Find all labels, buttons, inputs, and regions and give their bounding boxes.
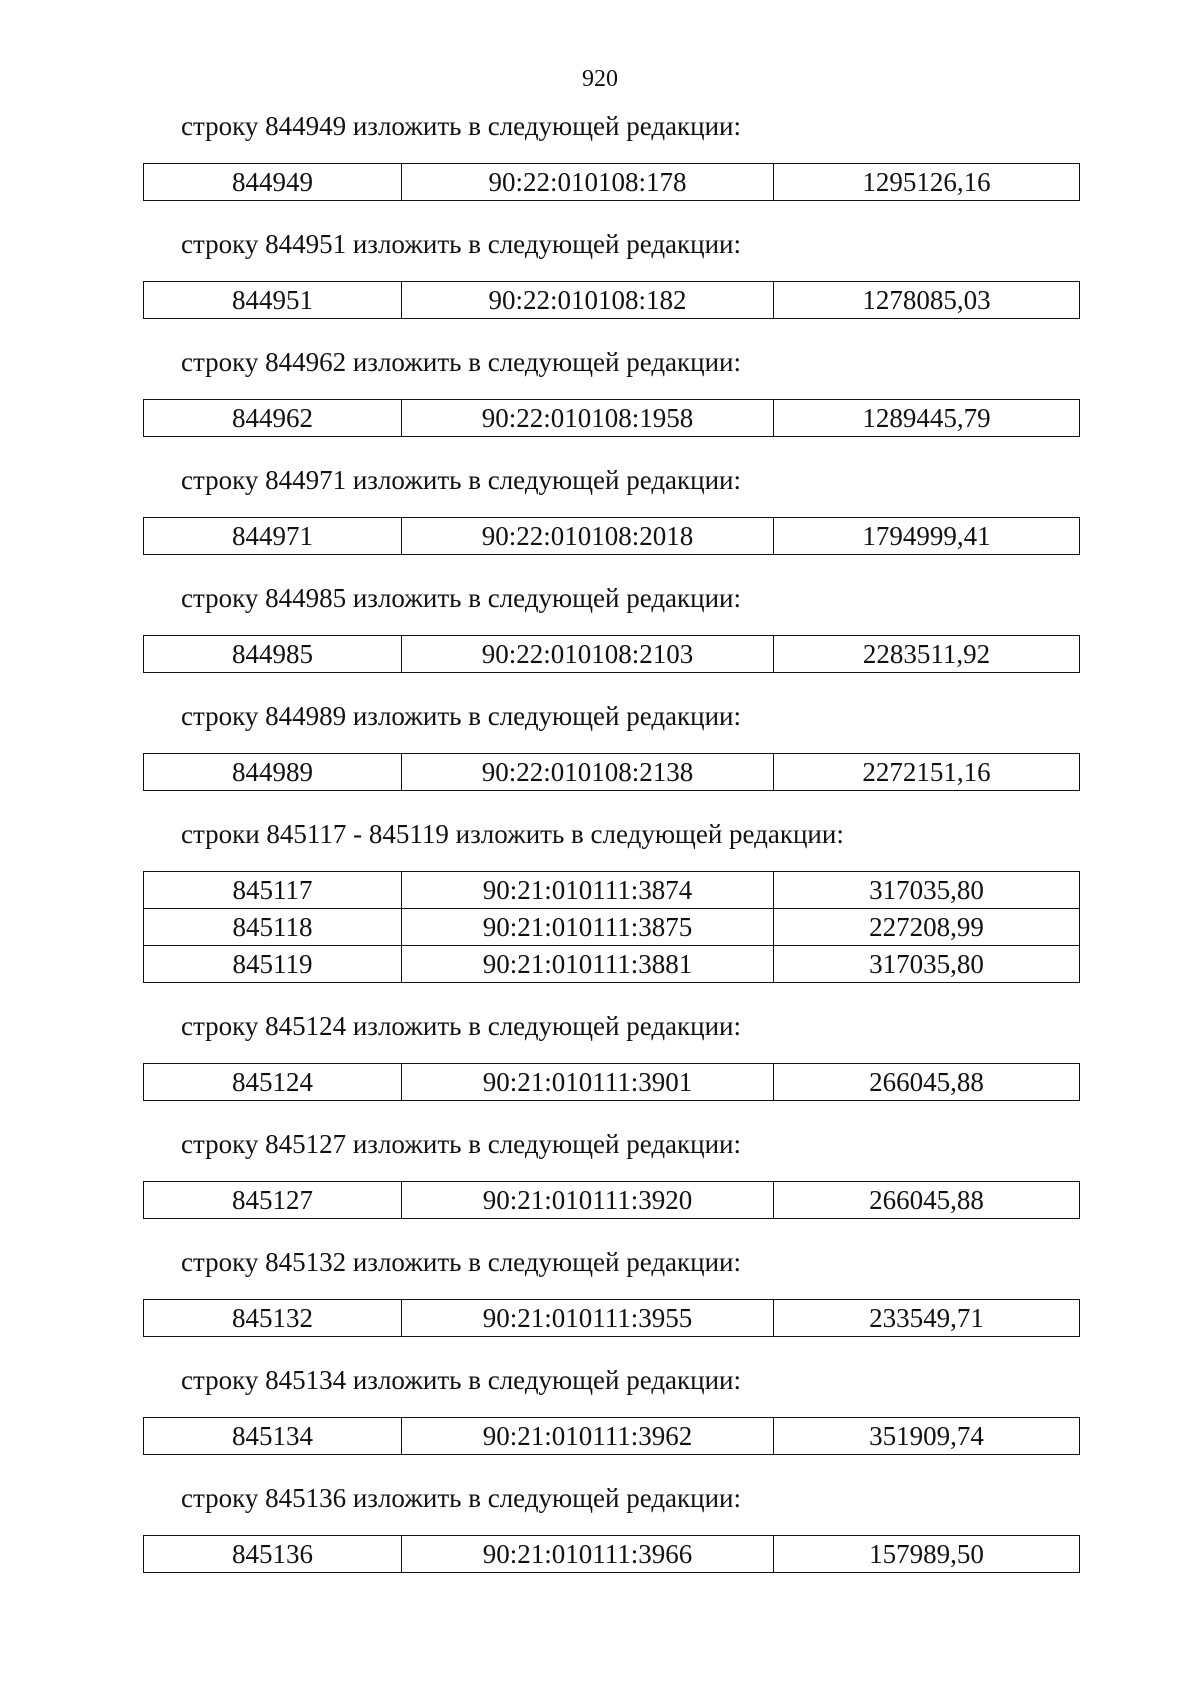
amendment-block — [0, 346, 1200, 464]
amendment-block — [0, 1364, 1200, 1482]
row-number-cell: 845124 — [144, 1064, 402, 1101]
amendment-block — [0, 700, 1200, 818]
cadastral-number-cell: 90:21:010111:3955 — [402, 1300, 774, 1337]
row-number-cell: 844949 — [144, 164, 402, 201]
block-spacer — [0, 1219, 1200, 1246]
cadastral-number-cell: 90:22:010108:2018 — [402, 518, 774, 555]
amendment-block — [0, 582, 1200, 700]
value-cell: 1289445,79 — [774, 400, 1080, 437]
cadastral-number-cell: 90:21:010111:3962 — [402, 1418, 774, 1455]
cadastral-number-cell: 90:21:010111:3881 — [402, 946, 774, 983]
amendment-block — [0, 228, 1200, 346]
table-row — [144, 754, 1080, 791]
amendment-table — [143, 1299, 1080, 1337]
cadastral-number-cell: 90:21:010111:3875 — [402, 909, 774, 946]
block-spacer — [0, 791, 1200, 818]
amendment-instruction: строку 844971 изложить в следующей редакции: — [181, 465, 742, 495]
row-number-cell: 845118 — [144, 909, 402, 946]
cadastral-number-cell: 90:21:010111:3966 — [402, 1536, 774, 1573]
table-row — [144, 946, 1080, 983]
cadastral-number-cell: 90:22:010108:2103 — [402, 636, 774, 673]
row-number-cell: 845136 — [144, 1536, 402, 1573]
table-row — [144, 636, 1080, 673]
amendment-table — [143, 1181, 1080, 1219]
block-spacer — [0, 1337, 1200, 1364]
amendment-instruction: строку 844962 изложить в следующей редакции: — [181, 347, 742, 377]
row-number-cell: 844989 — [144, 754, 402, 791]
table-row — [144, 1064, 1080, 1101]
amendment-instruction: строку 845136 изложить в следующей редакции: — [181, 1483, 742, 1513]
value-cell: 317035,80 — [774, 872, 1080, 909]
cadastral-number-cell: 90:22:010108:2138 — [402, 754, 774, 791]
amendment-instruction: строку 844989 изложить в следующей редакции: — [181, 701, 742, 731]
amendment-instruction: строку 845132 изложить в следующей редакции: — [181, 1247, 742, 1277]
amendment-instruction: строку 844951 изложить в следующей редакции: — [181, 229, 742, 259]
row-number-cell: 844951 — [144, 282, 402, 319]
table-row — [144, 1182, 1080, 1219]
table-row — [144, 872, 1080, 909]
cadastral-number-cell: 90:22:010108:178 — [402, 164, 774, 201]
value-cell: 1295126,16 — [774, 164, 1080, 201]
value-cell: 351909,74 — [774, 1418, 1080, 1455]
amendment-block — [0, 1482, 1200, 1573]
amendment-instruction: строку 844949 изложить в следующей редакции: — [181, 111, 742, 141]
amendment-instruction: строку 845134 изложить в следующей редакции: — [181, 1365, 742, 1395]
table-row — [144, 1418, 1080, 1455]
amendment-table — [143, 1417, 1080, 1455]
amendment-block — [0, 818, 1200, 1010]
amendment-table — [143, 1063, 1080, 1101]
value-cell: 157989,50 — [774, 1536, 1080, 1573]
value-cell: 1278085,03 — [774, 282, 1080, 319]
amendment-instruction: строку 845124 изложить в следующей редакции: — [181, 1011, 742, 1041]
value-cell: 233549,71 — [774, 1300, 1080, 1337]
amendment-instruction: строки 845117 - 845119 изложить в следующей редакции: — [181, 819, 844, 849]
value-cell: 1794999,41 — [774, 518, 1080, 555]
document-body — [0, 110, 1200, 1573]
row-number-cell: 845134 — [144, 1418, 402, 1455]
amendment-instruction: строку 845127 изложить в следующей редакции: — [181, 1129, 742, 1159]
cadastral-number-cell: 90:22:010108:182 — [402, 282, 774, 319]
value-cell: 2272151,16 — [774, 754, 1080, 791]
block-spacer — [0, 201, 1200, 228]
block-spacer — [0, 673, 1200, 700]
table-row — [144, 164, 1080, 201]
cadastral-number-cell: 90:21:010111:3874 — [402, 872, 774, 909]
row-number-cell: 845117 — [144, 872, 402, 909]
amendment-table — [143, 871, 1080, 983]
amendment-table — [143, 635, 1080, 673]
block-spacer — [0, 437, 1200, 464]
cadastral-number-cell: 90:21:010111:3920 — [402, 1182, 774, 1219]
table-row — [144, 400, 1080, 437]
table-row — [144, 1300, 1080, 1337]
page-number: 920 — [582, 66, 618, 92]
amendment-block — [0, 1246, 1200, 1364]
table-row — [144, 1536, 1080, 1573]
cadastral-number-cell: 90:21:010111:3901 — [402, 1064, 774, 1101]
row-number-cell: 845127 — [144, 1182, 402, 1219]
amendment-instruction: строку 844985 изложить в следующей редакции: — [181, 583, 742, 613]
table-row — [144, 909, 1080, 946]
block-spacer — [0, 983, 1200, 1010]
row-number-cell: 844962 — [144, 400, 402, 437]
value-cell: 227208,99 — [774, 909, 1080, 946]
amendment-table — [143, 281, 1080, 319]
row-number-cell: 845119 — [144, 946, 402, 983]
value-cell: 2283511,92 — [774, 636, 1080, 673]
table-row — [144, 282, 1080, 319]
block-spacer — [0, 555, 1200, 582]
row-number-cell: 844985 — [144, 636, 402, 673]
amendment-table — [143, 753, 1080, 791]
row-number-cell: 844971 — [144, 518, 402, 555]
cadastral-number-cell: 90:22:010108:1958 — [402, 400, 774, 437]
value-cell: 266045,88 — [774, 1182, 1080, 1219]
row-number-cell: 845132 — [144, 1300, 402, 1337]
amendment-block — [0, 1010, 1200, 1128]
amendment-table — [143, 1535, 1080, 1573]
block-spacer — [0, 319, 1200, 346]
amendment-table — [143, 163, 1080, 201]
amendment-block — [0, 110, 1200, 228]
block-spacer — [0, 1101, 1200, 1128]
value-cell: 317035,80 — [774, 946, 1080, 983]
amendment-block — [0, 464, 1200, 582]
amendment-block — [0, 1128, 1200, 1246]
table-row — [144, 518, 1080, 555]
amendment-table — [143, 517, 1080, 555]
amendment-table — [143, 399, 1080, 437]
block-spacer — [0, 1455, 1200, 1482]
value-cell: 266045,88 — [774, 1064, 1080, 1101]
